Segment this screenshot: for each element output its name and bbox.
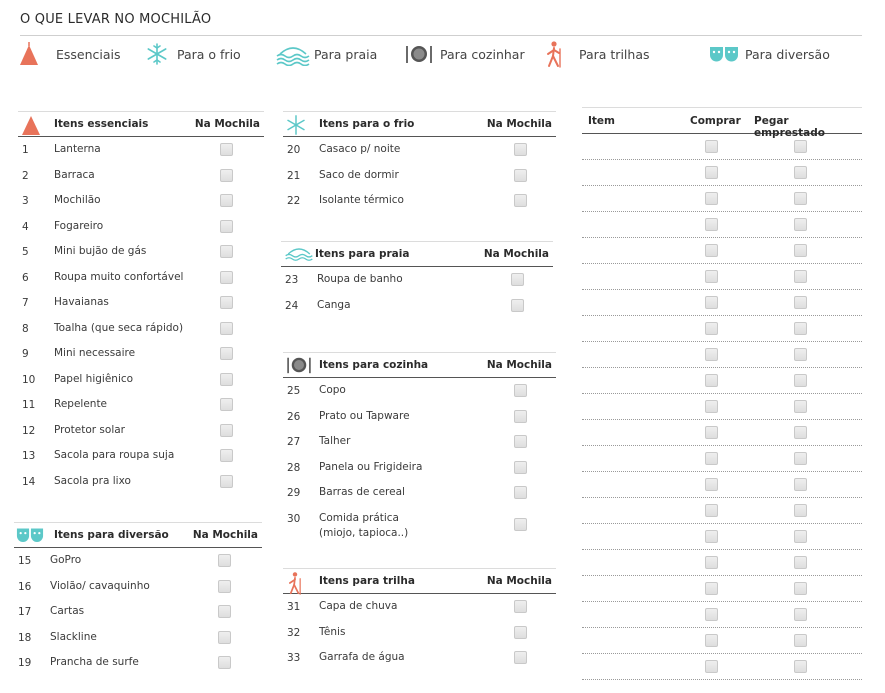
list-item [18,316,264,342]
na-mochila-checkbox[interactable] [514,435,527,448]
item-label: Casaco p/ noite [319,143,401,155]
item-label: Barras de cereal [319,486,405,498]
snowflake-icon [285,114,307,139]
na-mochila-checkbox[interactable] [220,169,233,182]
section-trilha [283,568,556,671]
section-title: Itens para o frio [319,118,415,130]
waves-icon [276,42,310,66]
item-label: Canga [317,298,351,311]
item-number: 2 [22,169,29,182]
list-item [18,265,264,291]
table-row [582,160,862,186]
comprar-checkbox[interactable] [705,192,718,205]
pegar-emprestado-checkbox[interactable] [794,270,807,283]
tent-icon [20,114,42,139]
table-row [582,238,862,264]
hiker-icon [543,40,565,68]
item-label: Talher [319,435,351,447]
na-mochila-checkbox[interactable] [220,271,233,284]
column-header-pegar-emprestado: Pegar emprestado [754,115,825,139]
pegar-emprestado-checkbox[interactable] [794,348,807,361]
list-item [18,469,264,495]
item-label: Mini necessaire [54,347,136,359]
comprar-checkbox[interactable] [705,348,718,361]
section-title: Itens para trilha [319,575,415,587]
legend-trilhas [543,40,650,68]
na-mochila-checkbox[interactable] [220,194,233,207]
list-item [14,574,262,600]
item-list [18,137,264,494]
comprar-checkbox[interactable] [705,608,718,621]
na-mochila-checkbox[interactable] [514,410,527,423]
item-list [283,137,556,214]
item-number: 13 [22,450,36,462]
comprar-checkbox[interactable] [705,166,718,179]
legend-cozinhar [404,40,525,68]
na-mochila-checkbox[interactable] [514,626,527,639]
item-number: 20 [287,144,301,156]
legend-frio [145,40,241,68]
item-number: 27 [287,436,301,448]
table-row [582,602,862,628]
item-label: GoPro [50,554,82,566]
list-item [18,367,264,393]
comprar-checkbox[interactable] [705,634,718,647]
na-mochila-checkbox[interactable] [514,384,527,397]
na-mochila-checkbox[interactable] [220,475,233,488]
pegar-emprestado-checkbox[interactable] [794,166,807,179]
list-item [283,455,556,481]
na-mochila-checkbox[interactable] [220,424,233,437]
item-list [281,267,553,318]
item-number: 26 [287,410,301,423]
pegar-emprestado-checkbox[interactable] [794,478,807,491]
pegar-emprestado-checkbox[interactable] [794,660,807,673]
comprar-checkbox[interactable] [705,504,718,517]
item-number: 23 [285,274,299,286]
item-number: 22 [287,195,301,207]
list-item [18,418,264,444]
item-number: 30 [287,512,301,525]
comprar-checkbox[interactable] [705,296,718,309]
comprar-checkbox[interactable] [705,400,718,413]
item-label: Havaianas [54,296,109,308]
na-mochila-checkbox[interactable] [220,245,233,258]
item-number: 10 [22,373,36,386]
comprar-checkbox[interactable] [705,556,718,569]
na-mochila-checkbox[interactable] [220,220,233,233]
section-header [281,241,553,267]
item-label: Barraca [54,168,95,181]
item-label: Protetor solar [54,423,125,436]
comprar-checkbox[interactable] [705,244,718,257]
pegar-emprestado-checkbox[interactable] [794,296,807,309]
na-mochila-checkbox[interactable] [220,296,233,309]
item-number: 14 [22,475,36,488]
item-number: 29 [287,487,301,499]
item-number: 11 [22,399,36,411]
table-row [582,498,862,524]
tent-icon [18,42,40,66]
item-label: Toalha (que seca rápido) [54,321,184,334]
pegar-emprestado-checkbox[interactable] [794,634,807,647]
na-mochila-checkbox[interactable] [511,299,524,312]
pegar-emprestado-checkbox[interactable] [794,504,807,517]
na-mochila-checkbox[interactable] [514,461,527,474]
item-number: 28 [287,461,301,474]
item-label: Capa de chuva [319,600,398,612]
section-header [283,568,556,594]
list-item [283,429,556,455]
list-item [14,548,262,574]
table-row [582,550,862,576]
list-item [18,163,264,189]
list-item [281,267,553,293]
section-title: Itens para praia [315,248,410,260]
comprar-checkbox[interactable] [705,530,718,543]
item-number: 8 [22,322,29,335]
comprar-checkbox[interactable] [705,140,718,153]
item-label: Isolante térmico [319,194,404,206]
list-item [283,137,556,163]
list-item [18,188,264,214]
column-header-na-mochila: Na Mochila [192,529,258,541]
na-mochila-checkbox[interactable] [511,273,524,286]
item-number: 4 [22,220,29,233]
item-number: 32 [287,626,301,639]
na-mochila-checkbox[interactable] [514,518,527,531]
item-label: Saco de dormir [319,168,399,181]
legend-label: Para cozinhar [440,46,525,62]
na-mochila-checkbox[interactable] [220,347,233,360]
table-row [582,576,862,602]
section-diversao [14,522,262,676]
legend-label: Para diversão [745,46,830,62]
table-row [582,134,862,160]
pegar-emprestado-checkbox[interactable] [794,582,807,595]
table-row [582,264,862,290]
page-title: O QUE LEVAR NO MOCHILÃO [20,12,212,27]
comprar-checkbox[interactable] [705,582,718,595]
table-row [582,212,862,238]
item-label: Repelente [54,398,108,410]
list-item [283,163,556,189]
list-item [283,188,556,214]
na-mochila-checkbox[interactable] [514,486,527,499]
table-row [582,628,862,654]
table-row [582,420,862,446]
item-number: 6 [22,271,29,284]
section-essenciais [18,111,264,494]
item-list [14,548,262,676]
list-item [283,404,556,430]
table-row [582,316,862,342]
list-item [14,625,262,651]
na-mochila-checkbox[interactable] [514,169,527,182]
item-number: 5 [22,246,29,258]
snowflake-icon [145,42,169,66]
list-item [283,645,556,671]
table-row [582,368,862,394]
pegar-emprestado-checkbox[interactable] [794,244,807,257]
item-number: 16 [18,580,32,593]
legend-praia [276,40,377,68]
column-header-item: Item [588,115,615,127]
title-divider [20,35,862,36]
table-row [582,186,862,212]
na-mochila-checkbox[interactable] [218,656,231,669]
column-header-comprar: Comprar [690,115,741,127]
legend-essenciais [18,40,121,68]
item-list [283,594,556,671]
table-row [582,446,862,472]
comprar-checkbox[interactable] [705,478,718,491]
item-list [283,378,556,544]
item-label: Comida prática (miojo, tapioca..) [319,511,409,539]
theater-masks-icon [709,44,739,64]
list-item [18,214,264,240]
item-label: Violão/ cavaquinho [50,579,150,592]
pegar-emprestado-checkbox[interactable] [794,556,807,569]
item-label: Garrafa de água [319,651,405,663]
column-header-na-mochila: Na Mochila [486,359,552,371]
column-header-na-mochila: Na Mochila [486,575,552,587]
section-header [283,111,556,137]
section-header [283,352,556,378]
item-label: Prato ou Tapware [319,409,410,422]
na-mochila-checkbox[interactable] [220,449,233,462]
list-item [281,293,553,319]
table-row [582,290,862,316]
pegar-emprestado-checkbox[interactable] [794,322,807,335]
list-item [14,650,262,676]
legend-label: Para trilhas [579,46,650,62]
plate-cutlery-icon [285,355,313,378]
section-header [18,111,264,137]
pegar-emprestado-checkbox[interactable] [794,426,807,439]
item-number: 15 [18,555,32,567]
section-praia [281,241,553,318]
pegar-emprestado-checkbox[interactable] [794,140,807,153]
item-label: Tênis [319,625,346,638]
item-label: Panela ou Frigideira [319,460,423,473]
column-header-na-mochila: Na Mochila [194,118,260,130]
plate-cutlery-icon [404,43,434,65]
table-row [582,654,862,680]
list-item [283,480,556,506]
list-item [18,392,264,418]
table-row [582,472,862,498]
table-row [582,394,862,420]
pegar-emprestado-checkbox[interactable] [794,452,807,465]
legend-bar [0,40,885,70]
comprar-checkbox[interactable] [705,218,718,231]
na-mochila-checkbox[interactable] [218,631,231,644]
table-row [582,524,862,550]
item-label: Sacola para roupa suja [54,449,175,461]
comprar-checkbox[interactable] [705,452,718,465]
comprar-checkbox[interactable] [705,270,718,283]
pegar-emprestado-checkbox[interactable] [794,218,807,231]
item-label: Prancha de surfe [50,656,139,668]
na-mochila-checkbox[interactable] [218,554,231,567]
section-cozinha [283,352,556,544]
na-mochila-checkbox[interactable] [514,651,527,664]
list-item [283,378,556,404]
comprar-checkbox[interactable] [705,426,718,439]
table-row [582,342,862,368]
legend-diversao [709,40,830,68]
list-item [18,290,264,316]
list-item [283,506,556,544]
item-number: 7 [22,297,29,309]
legend-label: Para o frio [177,46,241,62]
na-mochila-checkbox[interactable] [514,600,527,613]
na-mochila-checkbox[interactable] [220,373,233,386]
item-label: Sacola pra lixo [54,474,131,487]
item-label: Copo [319,384,346,396]
list-item [18,443,264,469]
list-item [283,594,556,620]
item-label: Fogareiro [54,219,104,232]
item-number: 12 [22,424,36,437]
item-number: 9 [22,348,29,360]
list-item [18,341,264,367]
na-mochila-checkbox[interactable] [220,143,233,156]
pegar-emprestado-checkbox[interactable] [794,530,807,543]
section-title: Itens essenciais [54,118,149,130]
purchase-table-header [582,107,862,139]
pegar-emprestado-checkbox[interactable] [794,400,807,413]
comprar-checkbox[interactable] [705,374,718,387]
na-mochila-checkbox[interactable] [514,194,527,207]
na-mochila-checkbox[interactable] [220,322,233,335]
item-label: Slackline [50,630,97,643]
list-item [14,599,262,625]
pegar-emprestado-checkbox[interactable] [794,192,807,205]
item-label: Mini bujão de gás [54,245,147,257]
legend-label: Essenciais [56,46,121,62]
na-mochila-checkbox[interactable] [220,398,233,411]
list-item [283,620,556,646]
item-label: Mochilão [54,194,101,206]
list-item [18,137,264,163]
legend-label: Para praia [314,46,378,62]
item-number: 1 [22,144,29,156]
item-label: Roupa muito confortável [54,270,184,283]
na-mochila-checkbox[interactable] [218,580,231,593]
item-number: 33 [287,652,301,664]
item-number: 25 [287,385,301,397]
section-frio [283,111,556,214]
item-number: 19 [18,657,32,669]
comprar-checkbox[interactable] [705,322,718,335]
section-title: Itens para diversão [54,529,169,541]
item-label: Papel higiênico [54,372,134,385]
column-header-na-mochila: Na Mochila [483,248,549,260]
item-label: Cartas [50,605,85,617]
theater-masks-icon [16,525,44,548]
item-label: Lanterna [54,143,101,155]
pegar-emprestado-checkbox[interactable] [794,374,807,387]
waves-icon [283,244,315,267]
pegar-emprestado-checkbox[interactable] [794,608,807,621]
item-number: 3 [22,195,29,207]
comprar-checkbox[interactable] [705,660,718,673]
na-mochila-checkbox[interactable] [514,143,527,156]
item-number: 31 [287,601,301,613]
column-header-na-mochila: Na Mochila [486,118,552,130]
item-label: Roupa de banho [317,273,403,285]
section-title: Itens para cozinha [319,359,429,371]
list-item [18,239,264,265]
item-number: 21 [287,169,301,182]
section-header [14,522,262,548]
item-number: 17 [18,606,32,618]
item-number: 18 [18,631,32,644]
na-mochila-checkbox[interactable] [218,605,231,618]
item-number: 24 [285,299,299,312]
